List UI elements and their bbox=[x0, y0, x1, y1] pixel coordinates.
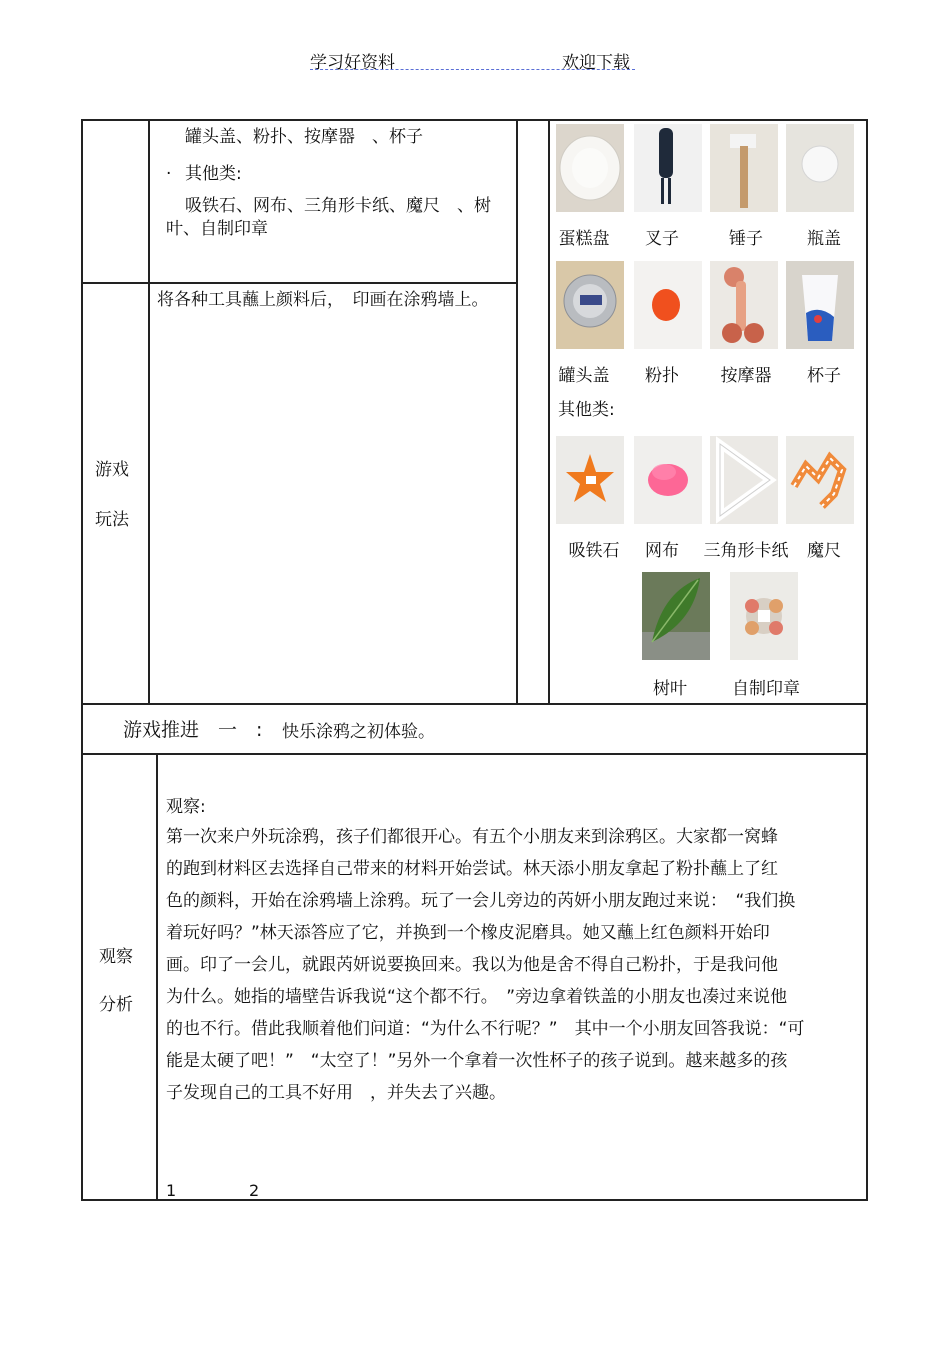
observation-line: 子发现自己的工具不好用 ，并失去了兴趣。 bbox=[166, 1083, 506, 1103]
footnote-marker-2: 2 bbox=[249, 1181, 260, 1200]
triangle-card-photo bbox=[710, 436, 778, 524]
cup-photo bbox=[786, 261, 854, 349]
caption-massager: 按摩器 bbox=[720, 366, 772, 386]
other-category-label: 其他类: bbox=[185, 164, 242, 184]
caption-triangle-card: 三角形卡纸 bbox=[703, 541, 789, 561]
caption-can-lid: 罐头盖 bbox=[558, 366, 610, 386]
caption-cup: 杯子 bbox=[807, 366, 841, 386]
bullet: · bbox=[166, 164, 172, 184]
observation-line: 第一次来户外玩涂鸦，孩子们都很开心。有五个小朋友来到涂鸦区。大家都一窝蜂 bbox=[166, 827, 778, 847]
caption-magnet: 吸铁石 bbox=[568, 541, 620, 561]
materials-line-3: 吸铁石、网布、三角形卡纸、魔尺 、树 bbox=[185, 196, 491, 216]
observation-line: 能是太硬了吧！” “太空了！”另外一个拿着一次性杯子的孩子说到。越来越多的孩 bbox=[166, 1051, 788, 1071]
hammer-photo bbox=[710, 124, 778, 212]
mesh-cloth-photo bbox=[634, 436, 702, 524]
homemade-stamp-photo bbox=[730, 572, 798, 660]
can-lid-photo bbox=[556, 261, 624, 349]
caption-mesh-cloth: 网布 bbox=[645, 541, 679, 561]
observation-line: 的也不行。借此我顺着他们问道：“为什么不行呢？” 其中一个小朋友回答我说：“可 bbox=[166, 1019, 805, 1039]
caption-magic-ruler: 魔尺 bbox=[807, 541, 841, 561]
header-right: 欢迎下载 bbox=[562, 53, 630, 73]
caption-powder-puff: 粉扑 bbox=[645, 366, 679, 386]
observation-line: 画。印了一会儿，就跟芮妍说要换回来。我以为他是舍不得自己粉扑，于是我问他 bbox=[166, 955, 778, 975]
observation-line: 为什么。她指的墙壁告诉我说“这个都不行。 ”旁边拿着铁盖的小朋友也凑过来说他 bbox=[166, 987, 788, 1007]
caption-hammer: 锤子 bbox=[729, 229, 763, 249]
gameplay-text: 将各种工具蘸上颜料后， 印画在涂鸦墙上。 bbox=[157, 290, 489, 310]
footnote-marker-1: 1 bbox=[166, 1181, 177, 1200]
caption-homemade-stamp: 自制印章 bbox=[732, 679, 800, 699]
observation-line: 色的颜料，开始在涂鸦墙上涂鸦。玩了一会儿旁边的芮妍小朋友跑过来说： “我们换 bbox=[166, 891, 796, 911]
cake-plate-photo bbox=[556, 124, 624, 212]
fork-photo bbox=[634, 124, 702, 212]
analysis-label-2: 分析 bbox=[99, 995, 133, 1015]
materials-line-1: 罐头盖、粉扑、按摩器 、杯子 bbox=[185, 127, 423, 147]
page-header bbox=[310, 48, 640, 72]
observation-heading: 观察: bbox=[166, 797, 206, 817]
massager-photo bbox=[710, 261, 778, 349]
gameplay-label-1: 游戏 bbox=[95, 460, 129, 480]
analysis-label-1: 观察 bbox=[99, 947, 133, 967]
gameplay-label-2: 玩法 bbox=[95, 510, 129, 530]
leaf-photo bbox=[642, 572, 710, 660]
bottle-cap-photo bbox=[786, 124, 854, 212]
materials-line-4: 叶、自制印章 bbox=[166, 219, 268, 239]
magnet-photo bbox=[556, 436, 624, 524]
advance-subtitle: 快乐涂鸦之初体验。 bbox=[282, 722, 435, 742]
powder-puff-photo bbox=[634, 261, 702, 349]
magic-ruler-photo bbox=[786, 436, 854, 524]
caption-leaf: 树叶 bbox=[653, 679, 687, 699]
header-underline bbox=[310, 69, 635, 70]
advance-title: 游戏推进 一 : bbox=[123, 719, 263, 741]
header-left: 学习好资料 bbox=[310, 53, 395, 73]
observation-line: 着玩好吗？”林天添答应了它，并换到一个橡皮泥磨具。她又蘸上红色颜料开始印 bbox=[166, 923, 770, 943]
caption-cake-plate: 蛋糕盘 bbox=[558, 229, 610, 249]
photos-other-label: 其他类: bbox=[558, 400, 615, 420]
observation-line: 的跑到材料区去选择自己带来的材料开始尝试。林天添小朋友拿起了粉扑蘸上了红 bbox=[166, 859, 778, 879]
caption-bottle-cap: 瓶盖 bbox=[807, 229, 841, 249]
caption-fork: 叉子 bbox=[645, 229, 679, 249]
